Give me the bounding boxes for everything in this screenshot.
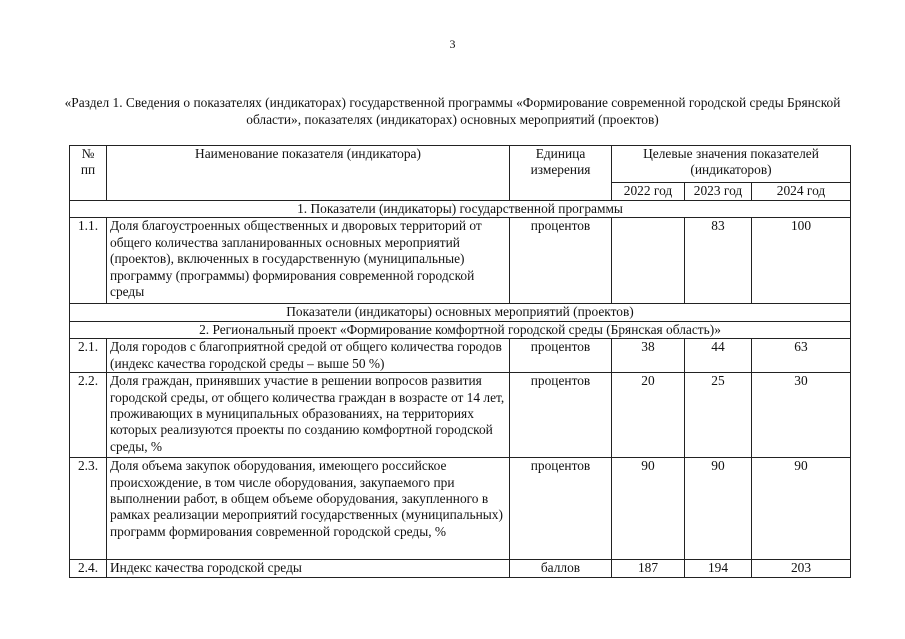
header-row-1 — [70, 146, 851, 183]
table-row — [70, 218, 851, 304]
row-value-2023: 194 — [685, 560, 752, 577]
row-num: 2.4. — [70, 560, 107, 577]
table-row — [70, 560, 851, 577]
section-title: 1. Показатели (индикаторы) государственной программы — [70, 201, 851, 218]
section-title: Показатели (индикаторы) основных мероприятий (проектов) — [70, 304, 851, 321]
row-name: Доля граждан, принявших участие в решении вопросов развития городской среды, от общего количества граждан в возрасте от 14 лет, проживающих в муниципальных образованиях, на территориях которых реализуются проекты по созданию комфортной городской среды, % — [107, 373, 510, 458]
section-row — [70, 304, 851, 321]
row-value-2023: 44 — [685, 339, 752, 373]
row-value-2022: 90 — [612, 458, 685, 560]
header-targets: Целевые значения показателей (индикаторов) — [612, 146, 851, 183]
row-value-2024: 30 — [752, 373, 851, 458]
row-value-2024: 63 — [752, 339, 851, 373]
row-unit: баллов — [510, 560, 612, 577]
section-row — [70, 321, 851, 338]
header-year-2024: 2024 год — [752, 183, 851, 201]
header-num: № пп — [70, 146, 107, 201]
row-num: 2.2. — [70, 373, 107, 458]
row-value-2023: 83 — [685, 218, 752, 304]
table-row — [70, 373, 851, 458]
row-value-2024: 90 — [752, 458, 851, 560]
document-title: «Раздел 1. Сведения о показателях (индикаторах) государственной программы «Формирование современной городской среды Брянской области», показателях (индикаторах) основных мероприятий (проектов) — [64, 95, 841, 127]
row-unit: процентов — [510, 373, 612, 458]
table-row — [70, 458, 851, 560]
row-value-2022: 20 — [612, 373, 685, 458]
section-row — [70, 201, 851, 218]
row-value-2024: 100 — [752, 218, 851, 304]
page-number: 3 — [449, 37, 456, 51]
indicators-table — [69, 145, 851, 578]
row-unit: процентов — [510, 458, 612, 560]
row-unit: процентов — [510, 218, 612, 304]
row-num: 2.1. — [70, 339, 107, 373]
row-value-2022: 187 — [612, 560, 685, 577]
row-value-2022: 38 — [612, 339, 685, 373]
row-value-2024: 203 — [752, 560, 851, 577]
row-name: Доля благоустроенных общественных и дворовых территорий от общего количества запланированных основных мероприятий (проектов), включенных в государственную (муниципальные) программу (программы) формирования современной городской среды — [107, 218, 510, 304]
row-name: Доля городов с благоприятной средой от общего количества городов (индекс качества городской среды – выше 50 %) — [107, 339, 510, 373]
row-name: Доля объема закупок оборудования, имеющего российское происхождение, в том числе оборудования, закупаемого при выполнении работ, в общем объеме оборудования, закупленного в рамках реализации мероприятий государственных (муниципальных) программ формирования современной городской среды, % — [107, 458, 510, 560]
table-row — [70, 339, 851, 373]
header-name: Наименование показателя (индикатора) — [107, 146, 510, 201]
row-value-2023: 90 — [685, 458, 752, 560]
header-year-2023: 2023 год — [685, 183, 752, 201]
header-unit: Единица измерения — [510, 146, 612, 201]
row-num: 2.3. — [70, 458, 107, 560]
row-name: Индекс качества городской среды — [107, 560, 510, 577]
row-num: 1.1. — [70, 218, 107, 304]
header-year-2022: 2022 год — [612, 183, 685, 201]
section-title: 2. Региональный проект «Формирование комфортной городской среды (Брянская область)» — [70, 321, 851, 338]
row-value-2023: 25 — [685, 373, 752, 458]
row-value-2022 — [612, 218, 685, 304]
row-unit: процентов — [510, 339, 612, 373]
